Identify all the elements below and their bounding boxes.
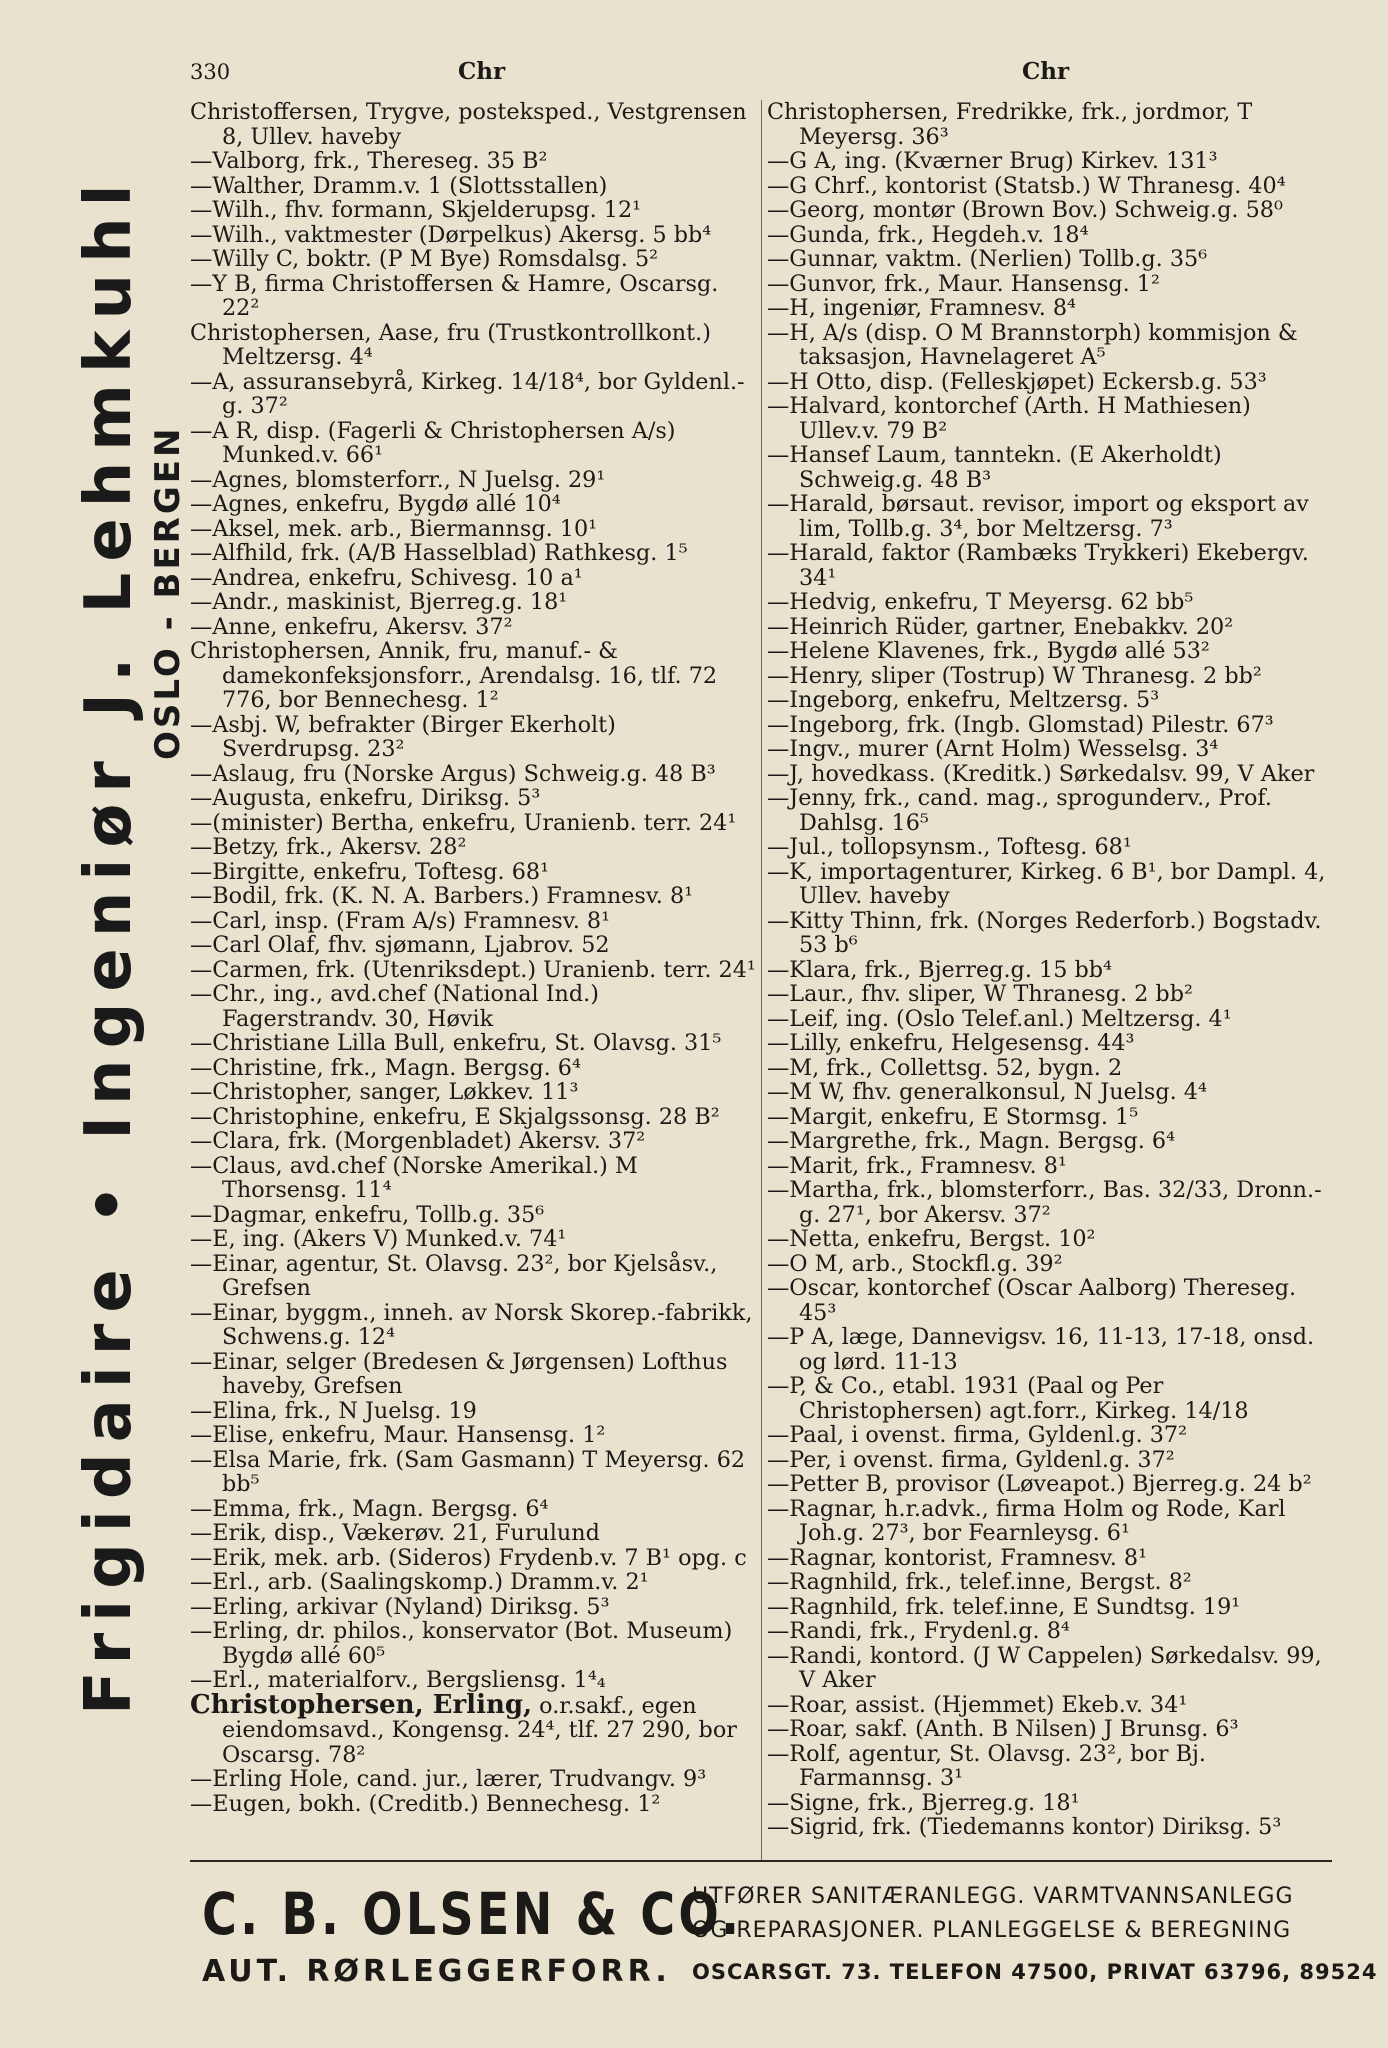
directory-entry: —Ingeborg, frk. (Ingb. Glomstad) Pilestr. 67³ xyxy=(767,711,1274,738)
directory-entry: —Roar, sakf. (Anth. B Nilsen) J Brunsg. 6³ xyxy=(767,1716,1239,1742)
directory-entry: —Georg, montør (Brown Bov.) Schweig.g. 58⁰ xyxy=(767,197,1283,223)
directory-entry: —Agnes, enkefru, Bygdø allé 10⁴ xyxy=(190,491,561,517)
directory-entry: —Helene Klavenes, frk., Bygdø allé 53² xyxy=(767,638,1210,664)
header-word-left: Chr xyxy=(458,58,506,85)
directory-entry: —Erik, mek. arb. (Sideros) Frydenb.v. 7 B¹ opg. c xyxy=(190,1544,747,1571)
directory-entry: Christophersen, Fredrikke, frk., jordmor, T Meyersg. 36³ xyxy=(767,99,1253,150)
column-divider xyxy=(761,100,762,1860)
side-advert-oslo-bergen: OSLO - BERGEN xyxy=(148,425,188,760)
directory-entry: —P A, læge, Dannevigsv. 16, 11-13, 17-18, onsd. og lørd. 11-13 xyxy=(767,1324,1315,1375)
directory-entry: —Kitty Thinn, frk. (Norges Rederforb.) Bogstadv. 53 b⁶ xyxy=(767,907,1322,958)
directory-entry: —K, importagenturer, Kirkeg. 6 B¹, bor Dampl. 4, Ullev. haveby xyxy=(767,858,1326,909)
directory-entry: —G Chrf., kontorist (Statsb.) W Thranesg. 40⁴ xyxy=(767,172,1286,199)
directory-entry: —Christophine, enkefru, E Skjalgssonsg. 28 B² xyxy=(190,1103,720,1130)
directory-entry: —Heinrich Rüder, gartner, Enebakkv. 20² xyxy=(767,613,1234,640)
directory-entry: —Petter B, provisor (Løveapot.) Bjerreg.g. 24 b² xyxy=(767,1471,1312,1497)
directory-entry: —Eugen, bokh. (Creditb.) Bennechesg. 1² xyxy=(190,1790,661,1817)
advert-company: C. B. OLSEN & CO. xyxy=(202,1880,743,1948)
directory-entry: —Sigrid, frk. (Tiedemanns kontor) Diriksg. 5³ xyxy=(767,1814,1282,1840)
directory-entry: —Alfhild, frk. (A/B Hasselblad) Rathkesg. 1⁵ xyxy=(190,540,688,566)
directory-entry: —Oscar, kontorchef (Oscar Aalborg) Thereseg. 45³ xyxy=(767,1275,1297,1326)
directory-entry: —Elsa Marie, frk. (Sam Gasmann) T Meyersg. 62 bb⁵ xyxy=(190,1446,746,1497)
directory-entry: —Margit, enkefru, E Stormsg. 1⁵ xyxy=(767,1103,1139,1130)
entry-details: o.r.sakf., egen eiendomsavd., Kongensg. 24⁴, tlf. 27 290, bor Oscarsg. 78² xyxy=(222,1692,737,1768)
directory-entry: —Ingv., murer (Arnt Holm) Wesselsg. 3⁴ xyxy=(767,736,1219,762)
directory-entry: —H, ingeniør, Framnesv. 8⁴ xyxy=(767,295,1076,321)
directory-entry: —Ragnhild, frk., telef.inne, Bergst. 8² xyxy=(767,1569,1192,1595)
directory-entry: —Roar, assist. (Hjemmet) Ekeb.v. 34¹ xyxy=(767,1691,1188,1718)
directory-entry: —Elina, frk., N Juelsg. 19 xyxy=(190,1397,477,1424)
directory-entry: —Halvard, kontorchef (Arth. H Mathiesen) Ullev.v. 79 B² xyxy=(767,393,1251,444)
directory-entry: —Lilly, enkefru, Helgesensg. 44³ xyxy=(767,1030,1135,1056)
directory-entry: —Rolf, agentur, St. Olavsg. 23², bor Bj. Farmannsg. 3¹ xyxy=(767,1740,1207,1791)
directory-entry: —Betzy, frk., Akersv. 28² xyxy=(190,834,467,860)
directory-entry: —Erling, arkivar (Nyland) Diriksg. 5³ xyxy=(190,1593,610,1620)
directory-entry: —Erling, dr. philos., konservator (Bot. Museum) Bygdø allé 60⁵ xyxy=(190,1618,733,1669)
directory-entry: —Einar, selger (Bredesen & Jørgensen) Lofthus haveby, Grefsen xyxy=(190,1348,728,1399)
directory-entry: —Hedvig, enkefru, T Meyersg. 62 bb⁵ xyxy=(767,589,1194,615)
directory-entry: —Gunda, frk., Hegdeh.v. 18⁴ xyxy=(767,221,1089,248)
bottom-advert xyxy=(190,1860,1378,2002)
directory-entry: —Erl., materialforv., Bergsliensg. 1⁴₄ xyxy=(190,1667,606,1693)
directory-entry: —Erik, disp., Vækerøv. 21, Furulund xyxy=(190,1520,600,1546)
directory-entry: —Christopher, sanger, Løkkev. 11³ xyxy=(190,1079,579,1105)
left-column xyxy=(190,100,758,1816)
directory-entry: —Gunnar, vaktm. (Nerlien) Tollb.g. 35⁶ xyxy=(767,246,1208,272)
directory-entry: —A, assuransebyrå, Kirkeg. 14/18⁴, bor Gyldenl.-g. 37² xyxy=(190,368,745,419)
side-advert-frigidaire: Frigidaire • Ingeniør J. Lehmkuhl xyxy=(72,173,146,1715)
directory-entry: —Hansef Laum, tanntekn. (E Akerholdt) Schweig.g. 48 B³ xyxy=(767,442,1222,493)
directory-entry: Christophersen, Annik, fru, manuf.- & damekonfeksjonsforr., Arendalsg. 16, tlf. 72 776, bor Bennechesg. 1² xyxy=(190,638,718,713)
directory-entry: —Valborg, frk., Thereseg. 35 B² xyxy=(190,148,548,174)
directory-entry: —O M, arb., Stockfl.g. 39² xyxy=(767,1250,1063,1277)
directory-entry: —Walther, Dramm.v. 1 (Slottsstallen) xyxy=(190,172,608,199)
directory-entry: —Carl Olaf, fhv. sjømann, Ljabrov. 52 xyxy=(190,932,610,958)
directory-entry: —Clara, frk. (Morgenbladet) Akersv. 37² xyxy=(190,1128,646,1154)
directory-entry: —E, ing. (Akers V) Munked.v. 74¹ xyxy=(190,1226,567,1252)
directory-entry: —Laur., fhv. sliper, W Thranesg. 2 bb² xyxy=(767,981,1193,1007)
directory-entry: —Signe, frk., Bjerreg.g. 18¹ xyxy=(767,1789,1080,1816)
directory-entry: —Ingeborg, enkefru, Meltzersg. 5³ xyxy=(767,687,1160,713)
directory-entry: —Wilh., vaktmester (Dørpelkus) Akersg. 5 bb⁴ xyxy=(190,221,712,248)
directory-entry: —Randi, frk., Frydenl.g. 8⁴ xyxy=(767,1618,1070,1644)
directory-entry: —Ragnar, kontorist, Framnesv. 8¹ xyxy=(767,1544,1148,1571)
directory-entry: —Klara, frk., Bjerreg.g. 15 bb⁴ xyxy=(767,956,1112,983)
directory-entry: —Augusta, enkefru, Diriksg. 5³ xyxy=(190,785,541,811)
directory-entry: —Aksel, mek. arb., Biermannsg. 10¹ xyxy=(190,515,598,542)
header-word-right: Chr xyxy=(1022,58,1070,85)
directory-entry: —G A, ing. (Kværner Brug) Kirkev. 131³ xyxy=(767,148,1218,174)
directory-entry: —A R, disp. (Fagerli & Christophersen A/s) Munked.v. 66¹ xyxy=(190,417,676,468)
directory-entry: —Einar, agentur, St. Olavsg. 23², bor Kjelsåsv., Grefsen xyxy=(190,1250,718,1301)
directory-entry: —Per, i ovenst. firma, Gyldenl.g. 37² xyxy=(767,1446,1175,1473)
directory-entry: —Christine, frk., Magn. Bergsg. 6⁴ xyxy=(190,1054,581,1081)
directory-entry: —Dagmar, enkefru, Tollb.g. 35⁶ xyxy=(190,1201,545,1228)
advert-line-3: OSCARSGT. 73. TELEFON 47500, PRIVAT 63796, 89524 xyxy=(692,1960,1378,1984)
directory-entry: —Ragnar, h.r.advk., firma Holm og Rode, Karl Joh.g. 27³, bor Fearnleysg. 6¹ xyxy=(767,1495,1286,1546)
directory-entry: —Carl, insp. (Fram A/s) Framnesv. 8¹ xyxy=(190,907,611,934)
directory-entry: Christophersen, Aase, fru (Trustkontrollkont.) Meltzersg. 4⁴ xyxy=(190,319,711,370)
directory-entry: —Jenny, frk., cand. mag., sprogunderv., Prof. Dahlsg. 16⁵ xyxy=(767,785,1272,836)
directory-entry: —Erl., arb. (Saalingskomp.) Dramm.v. 2¹ xyxy=(190,1569,649,1595)
directory-entry: —Einar, byggm., inneh. av Norsk Skorep.-fabrikk, Schwens.g. 12⁴ xyxy=(190,1299,753,1350)
directory-entry: —Jul., tollopsynsm., Toftesg. 68¹ xyxy=(767,834,1132,860)
directory-entry: —Birgitte, enkefru, Toftesg. 68¹ xyxy=(190,858,550,885)
directory-entry: —Chr., ing., avd.chef (National Ind.) Fagerstrandv. 30, Høvik xyxy=(190,981,599,1032)
directory-entry: —P, & Co., etabl. 1931 (Paal og Per Christophersen) agt.forr., Kirkeg. 14/18 xyxy=(767,1373,1249,1424)
directory-entry: —Emma, frk., Magn. Bergsg. 6⁴ xyxy=(190,1495,549,1522)
directory-entry: —Claus, avd.chef (Norske Amerikal.) M Thorsensg. 11⁴ xyxy=(190,1152,638,1203)
advert-trade: AUT. RØRLEGGERFORR. xyxy=(202,1954,671,1989)
directory-entry: —Henry, sliper (Tostrup) W Thranesg. 2 bb² xyxy=(767,662,1262,689)
directory-entry: —Bodil, frk. (K. N. A. Barbers.) Framnesv. 8¹ xyxy=(190,883,694,909)
directory-entry: —Anne, enkefru, Akersv. 37² xyxy=(190,613,513,640)
directory-entry: —Netta, enkefru, Bergst. 10² xyxy=(767,1226,1096,1252)
directory-entry: —Martha, frk., blomsterforr., Bas. 32/33, Dronn.-g. 27¹, bor Akersv. 37² xyxy=(767,1177,1322,1228)
advert-line-2: OG REPARASJONER. PLANLEGGELSE & BEREGNING xyxy=(692,1918,1292,1943)
directory-entry-bold xyxy=(190,1689,758,1768)
directory-entry: —Gunvor, frk., Maur. Hansensg. 1² xyxy=(767,270,1160,297)
directory-entry: —Randi, kontord. (J W Cappelen) Sørkedalsv. 99, V Aker xyxy=(767,1642,1322,1693)
directory-entry: —Ragnhild, frk. telef.inne, E Sundtsg. 19¹ xyxy=(767,1593,1241,1620)
directory-entry: —H Otto, disp. (Felleskjøpet) Eckersb.g. 53³ xyxy=(767,368,1267,395)
directory-entry: —Margrethe, frk., Magn. Bergsg. 6⁴ xyxy=(767,1128,1176,1154)
directory-entry: —Christiane Lilla Bull, enkefru, St. Olavsg. 31⁵ xyxy=(190,1030,722,1056)
directory-entry: —Erling Hole, cand. jur., lærer, Trudvangv. 9³ xyxy=(190,1766,707,1792)
right-column xyxy=(767,100,1335,1840)
directory-entry: —Wilh., fhv. formann, Skjelderupsg. 12¹ xyxy=(190,197,642,223)
directory-entry: —Harald, faktor (Rambæks Trykkeri) Ekebergv. 34¹ xyxy=(767,540,1309,591)
directory-entry: —Aslaug, fru (Norske Argus) Schweig.g. 48 B³ xyxy=(190,760,716,787)
directory-entry: —Willy C, boktr. (P M Bye) Romsdalsg. 5² xyxy=(190,246,659,272)
directory-entry: —(minister) Bertha, enkefru, Uranienb. terr. 24¹ xyxy=(190,809,737,836)
entry-name: Christophersen, Erling, xyxy=(190,1689,533,1720)
directory-entry: —Leif, ing. (Oslo Telef.anl.) Meltzersg. 4¹ xyxy=(767,1005,1232,1032)
directory-entry: —Andrea, enkefru, Schivesg. 10 a¹ xyxy=(190,564,583,591)
directory-entry: —Paal, i ovenst. firma, Gyldenl.g. 37² xyxy=(767,1422,1188,1448)
directory-entry: —Y B, firma Christoffersen & Hamre, Oscarsg. 22² xyxy=(190,270,719,321)
directory-entry: —Elise, enkefru, Maur. Hansensg. 1² xyxy=(190,1422,606,1448)
directory-entry: —M W, fhv. generalkonsul, N Juelsg. 4⁴ xyxy=(767,1079,1207,1105)
directory-entry: —M, frk., Collettsg. 52, bygn. 2 xyxy=(767,1054,1123,1081)
directory-entry: —Andr., maskinist, Bjerreg.g. 18¹ xyxy=(190,589,568,615)
directory-entry: —Carmen, frk. (Utenriksdept.) Uranienb. terr. 24¹ xyxy=(190,956,756,983)
page-header xyxy=(190,52,1328,92)
directory-entry: —Harald, børsaut. revisor, import og eksport av lim, Tollb.g. 3⁴, bor Meltzersg. 7³ xyxy=(767,491,1309,542)
directory-entry: Christoffersen, Trygve, posteksped., Vestgrensen 8, Ullev. haveby xyxy=(190,99,747,150)
directory-entry: —J, hovedkass. (Kreditk.) Sørkedalsv. 99, V Aker xyxy=(767,760,1315,787)
directory-entry: —H, A/s (disp. O M Brannstorph) kommisjon & taksasjon, Havnelageret A⁵ xyxy=(767,319,1298,370)
directory-entry: —Agnes, blomsterforr., N Juelsg. 29¹ xyxy=(190,466,606,493)
directory-entry: —Marit, frk., Framnesv. 8¹ xyxy=(767,1152,1067,1179)
directory-entry: —Asbj. W, befrakter (Birger Ekerholt) Sverdrupsg. 23² xyxy=(190,711,616,762)
advert-line-1: UTFØRER SANITÆRANLEGG. VARMTVANNSANLEGG xyxy=(692,1884,1294,1909)
page-number: 330 xyxy=(190,60,231,84)
